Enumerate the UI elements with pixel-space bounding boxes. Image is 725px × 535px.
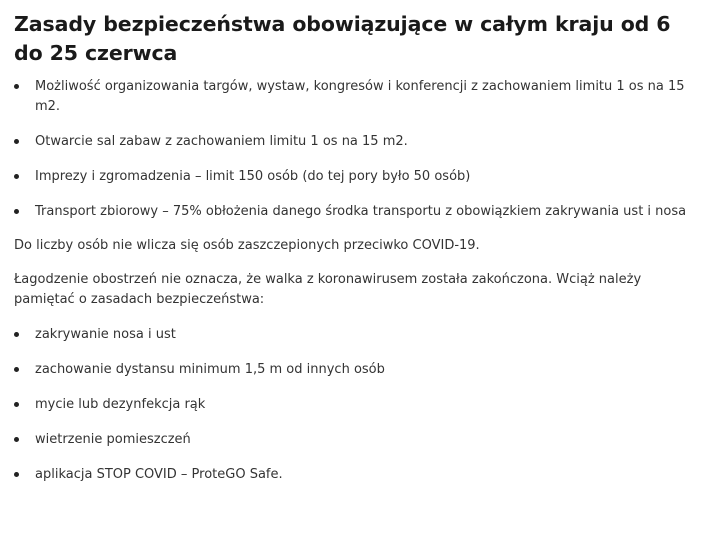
list-item <box>14 132 705 152</box>
list-item-text: Otwarcie sal zabaw z zachowaniem limitu 1 os na 15 m2. <box>35 134 408 149</box>
list-item <box>14 167 705 187</box>
list-item <box>14 395 705 415</box>
safety-rules-list <box>14 325 705 485</box>
bullet-icon <box>14 139 19 144</box>
list-item-text: Imprezy i zgromadzenia – limit 150 osób (do tej pory było 50 osób) <box>35 169 471 184</box>
article-title: Zasady bezpieczeństwa obowiązujące w całym kraju od 6 do 25 czerwca <box>14 12 671 65</box>
list-item <box>14 325 705 345</box>
bullet-icon <box>14 437 19 442</box>
list-item-text: wietrzenie pomieszczeń <box>35 432 191 447</box>
restrictions-list <box>14 77 705 222</box>
list-item <box>14 465 705 485</box>
list-item <box>14 360 705 380</box>
list-item <box>14 77 705 117</box>
list-item-text: zachowanie dystansu minimum 1,5 m od innych osób <box>35 362 385 377</box>
list-item <box>14 430 705 450</box>
vaccinated-note: Do liczby osób nie wlicza się osób zaszczepionych przeciwko COVID-19. <box>14 238 480 253</box>
bullet-icon <box>14 209 19 214</box>
bullet-icon <box>14 402 19 407</box>
list-item-text: mycie lub dezynfekcja rąk <box>35 397 206 412</box>
bullet-icon <box>14 84 19 89</box>
bullet-icon <box>14 332 19 337</box>
list-item-text: Transport zbiorowy – 75% obłożenia danego środka transportu z obowiązkiem zakrywania ust i nosa <box>35 204 687 219</box>
bullet-icon <box>14 472 19 477</box>
list-item-text: aplikacja STOP COVID – ProteGO Safe. <box>35 467 283 482</box>
bullet-icon <box>14 367 19 372</box>
list-item-text: zakrywanie nosa i ust <box>35 327 176 342</box>
safety-reminder: Łagodzenie obostrzeń nie oznacza, że walka z koronawirusem została zakończona. Wciąż należy pamiętać o zasadach bezpieczeństwa: <box>14 272 642 307</box>
list-item-text: Możliwość organizowania targów, wystaw, kongresów i konferencji z zachowaniem limitu 1 os na 15 m2. <box>35 79 685 114</box>
list-item <box>14 202 705 222</box>
bullet-icon <box>14 174 19 179</box>
